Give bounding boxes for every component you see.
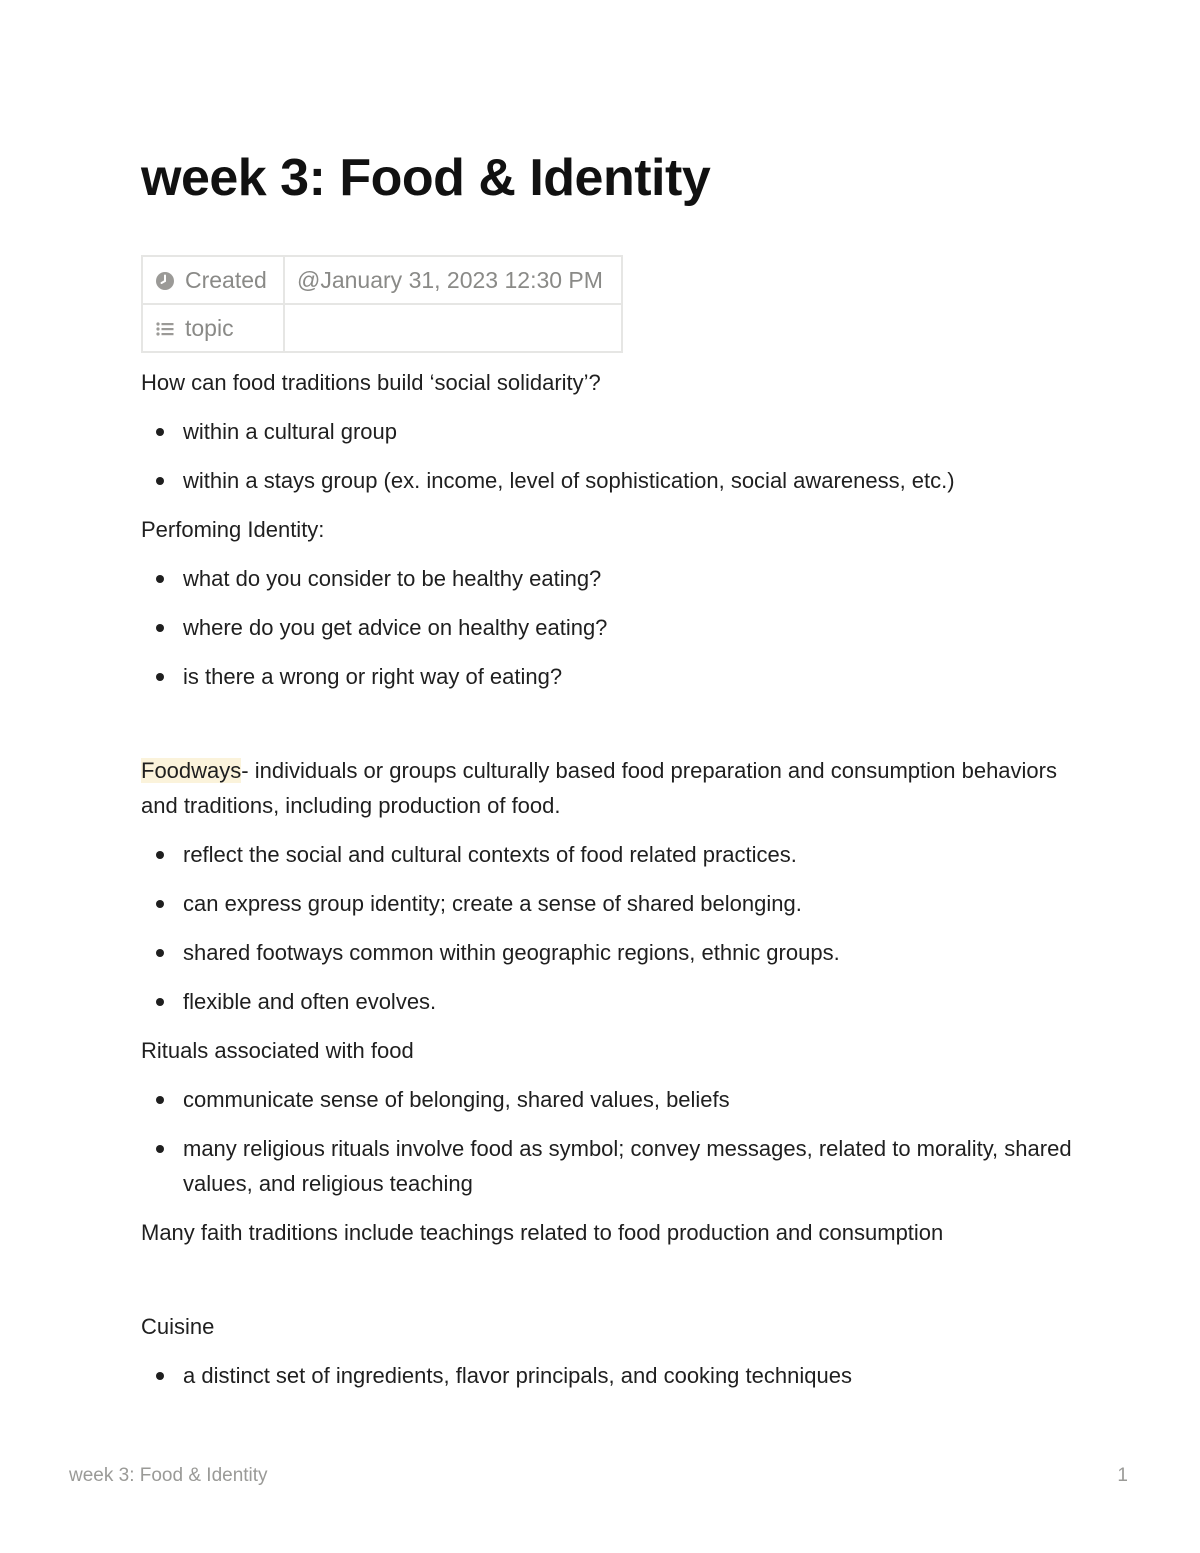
cuisine-list (141, 1358, 1081, 1393)
page-number: 1 (1117, 1465, 1128, 1486)
solidarity-list (141, 414, 1081, 498)
property-value-topic (284, 304, 622, 352)
property-value-created: @January 31, 2023 12:30 PM (284, 256, 622, 304)
property-label-topic: topic (185, 314, 234, 341)
property-row-created (142, 256, 622, 304)
property-row-topic (142, 304, 622, 352)
property-label-created: Created (185, 266, 267, 293)
page-body (141, 365, 1081, 1407)
clock-icon (155, 271, 175, 291)
list-item: can express group identity; create a sense of shared belonging. (183, 886, 1081, 921)
list-item: many religious rituals involve food as symbol; convey messages, related to morality, shared values, and religious teaching (183, 1131, 1081, 1201)
list-item: what do you consider to be healthy eating? (183, 561, 1081, 596)
foodways-list (141, 837, 1081, 1019)
footer-title: week 3: Food & Identity (69, 1465, 268, 1486)
performing-identity-heading: Perfoming Identity: (141, 517, 325, 542)
performing-identity-list (141, 561, 1081, 694)
foodways-definition (141, 753, 1081, 823)
list-icon (155, 319, 175, 339)
list-item: reflect the social and cultural contexts of food related practices. (183, 837, 1081, 872)
cuisine-heading: Cuisine (141, 1314, 215, 1339)
rituals-list (141, 1082, 1081, 1201)
properties-table (141, 255, 623, 353)
list-item: where do you get advice on healthy eating? (183, 610, 1081, 645)
list-item: communicate sense of belonging, shared values, beliefs (183, 1082, 1081, 1117)
foodways-term-highlight: Foodways (141, 758, 242, 783)
empty-block (141, 1264, 1081, 1309)
list-item: is there a wrong or right way of eating? (183, 659, 1081, 694)
list-item: within a cultural group (183, 414, 1081, 449)
faith-traditions-paragraph: Many faith traditions include teachings related to food production and consumption (141, 1220, 944, 1245)
list-item: flexible and often evolves. (183, 984, 1081, 1019)
question-paragraph: How can food traditions build ‘social solidarity’? (141, 370, 601, 395)
list-item: shared footways common within geographic regions, ethnic groups. (183, 935, 1081, 970)
property-key-topic (142, 304, 284, 352)
foodways-definition-text: - individuals or groups culturally based food preparation and consumption behaviors and traditions, including production of food. (141, 758, 1057, 818)
property-key-created (142, 256, 284, 304)
empty-block (141, 708, 1081, 753)
page-title: week 3: Food & Identity (141, 149, 711, 207)
rituals-heading: Rituals associated with food (141, 1038, 414, 1063)
list-item: a distinct set of ingredients, flavor principals, and cooking techniques (183, 1358, 1081, 1393)
list-item: within a stays group (ex. income, level of sophistication, social awareness, etc.) (183, 463, 1081, 498)
